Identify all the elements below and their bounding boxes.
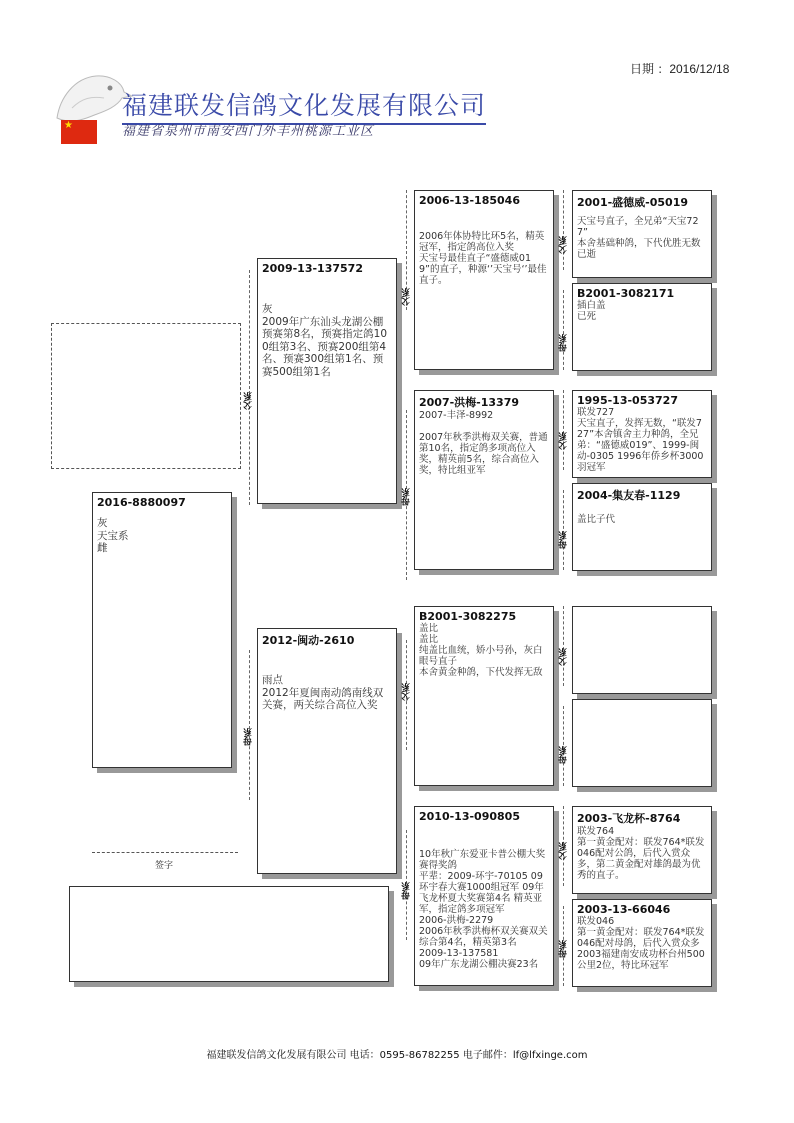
father-label-6: 父系	[559, 648, 569, 666]
dam-card	[257, 628, 397, 874]
gg2-details: 插白盖 已死	[577, 300, 606, 322]
father-label-3: 父系	[402, 683, 412, 701]
gg1-details: 天宝号直子，全兄弟“天宝727” 本舍基础种鸽，下代优胜无数 已逝	[577, 216, 701, 260]
subject-details: 灰 天宝系 雌	[97, 517, 129, 554]
gg5-card	[572, 606, 712, 694]
mother-label-4: 母系	[559, 334, 569, 352]
gg2-ring: B2001-3082171	[577, 287, 675, 300]
dam-sire-card	[414, 606, 554, 786]
subject-ring: 2016-8880097	[97, 496, 186, 509]
connector-gg3	[563, 390, 564, 470]
gg4-details: 盖比子代	[577, 514, 616, 525]
connector-gg4	[563, 490, 564, 570]
sire-sire-card	[414, 190, 554, 370]
sire-dam-details: 2007-丰泽-8992 2007年秋季洪梅双关赛，普通第10名，指定鸽多项高位入奖，精英前5名，综合高位入奖，特比组亚军	[419, 410, 548, 476]
father-label-4: 父系	[559, 236, 569, 254]
gg7-card	[572, 806, 712, 894]
gg8-details: 联发046 第一黄金配对：联发764*联发046配对母鸽，后代入赏众多 2003福建南安成功杯台州500公里2位，特比环冠军	[577, 916, 705, 971]
gg3-card	[572, 390, 712, 478]
footer-contact: 福建联发信鸽文化发展有限公司 电话：0595-86782255 电子邮件：lf@lfxinge.com	[206, 1050, 588, 1061]
gg7-ring: 2003-飞龙杯-8764	[577, 812, 681, 825]
dam-sire-ring: B2001-3082275	[419, 610, 517, 623]
print-date: 日期 ：2016/12/18	[630, 62, 730, 76]
signature-line	[92, 852, 238, 853]
gg3-ring: 1995-13-053727	[577, 394, 678, 407]
dam-ring: 2012-闽动-2610	[262, 634, 355, 647]
mother-label-3: 母系	[402, 882, 412, 900]
mother-label-5: 母系	[559, 531, 569, 549]
sire-sire-ring: 2006-13-185046	[419, 194, 520, 207]
dam-dam-ring: 2010-13-090805	[419, 810, 520, 823]
dam-dam-card	[414, 806, 554, 986]
dam-dam-details: 10年秋广东爱亚卡普公棚大奖赛得奖鸽 平辈：2009-环宇-70105 09环宇春大赛1000组冠军 09年飞龙杯夏大奖赛第4名 精英亚军，指定鸽多项冠军 2006-洪梅-2279 2006年秋季洪梅杯双关赛双关综合第4名，精英第3名 2009-13-137581 09年广东龙湖公棚决赛23名	[419, 849, 548, 970]
sire-details: 灰 2009年广东汕头龙湖公棚预赛第8名，预赛指定鸽100组第3名、预赛200组第4名、预赛300组第1名、预赛500组第1名	[262, 303, 388, 378]
gg3-details: 联发727 天宝直子，发挥无数，“联发727”本舍镇舍主力种鸽，全兄弟：“盛德威019”、1999-闽动-0305 1996年侨乡杯3000羽冠军	[577, 407, 704, 473]
gg4-ring: 2004-集友春-1129	[577, 489, 681, 502]
gg8-card	[572, 899, 712, 987]
gg6-card	[572, 699, 712, 787]
connector-sire	[249, 270, 250, 505]
connector-dam	[249, 650, 250, 800]
photo-placeholder	[51, 323, 241, 469]
father-label-2: 父系	[402, 288, 412, 306]
sire-sire-details: 2006年体协特比环5名，精英冠军，指定鸽高位入奖 天宝号最佳直子“盛德威019”的直子，种源‘’天宝号‘’最佳直子。	[419, 231, 547, 286]
mother-label: 母系	[244, 728, 254, 746]
dam-sire-details: 盖比 盖比 纯盖比血统，娇小号孙，灰白眼号直子 本舍黄金种鸽，下代发挥无敌	[419, 623, 543, 678]
mother-label-7: 母系	[559, 940, 569, 958]
father-label-5: 父系	[559, 432, 569, 450]
signature-label: 签字	[155, 861, 174, 871]
mother-label-2: 母系	[402, 488, 412, 506]
company-address: 福建省泉州市南安西门外丰州桃源工业区	[122, 124, 375, 139]
china-flag-icon: ★	[61, 120, 97, 144]
notes-box	[69, 886, 389, 982]
gg1-card	[572, 190, 712, 278]
subject-card	[92, 492, 232, 768]
sire-card	[257, 258, 397, 504]
connector-gg5	[563, 606, 564, 686]
sire-dam-card	[414, 390, 554, 570]
gg4-card	[572, 483, 712, 571]
connector-gg2	[563, 290, 564, 370]
father-label-7: 父系	[559, 842, 569, 860]
sire-dam-ring: 2007-洪梅-13379	[419, 396, 520, 409]
gg7-details: 联发764 第一黄金配对：联发764*联发046配对公鸽，后代入赏众多，第二黄金配对雄鸽最为优秀的直子。	[577, 826, 705, 881]
company-name: 福建联发信鸽文化发展有限公司	[122, 86, 486, 125]
sire-ring: 2009-13-137572	[262, 262, 363, 275]
father-label: 父系	[244, 392, 254, 410]
gg8-ring: 2003-13-66046	[577, 903, 671, 916]
gg2-card	[572, 283, 712, 371]
mother-label-6: 母系	[559, 746, 569, 764]
dam-details: 雨点 2012年夏闽南动鸽南线双关赛，两关综合高位入奖	[262, 674, 384, 711]
gg1-ring: 2001-盛德威-05019	[577, 196, 689, 209]
connector-gg1	[563, 190, 564, 270]
